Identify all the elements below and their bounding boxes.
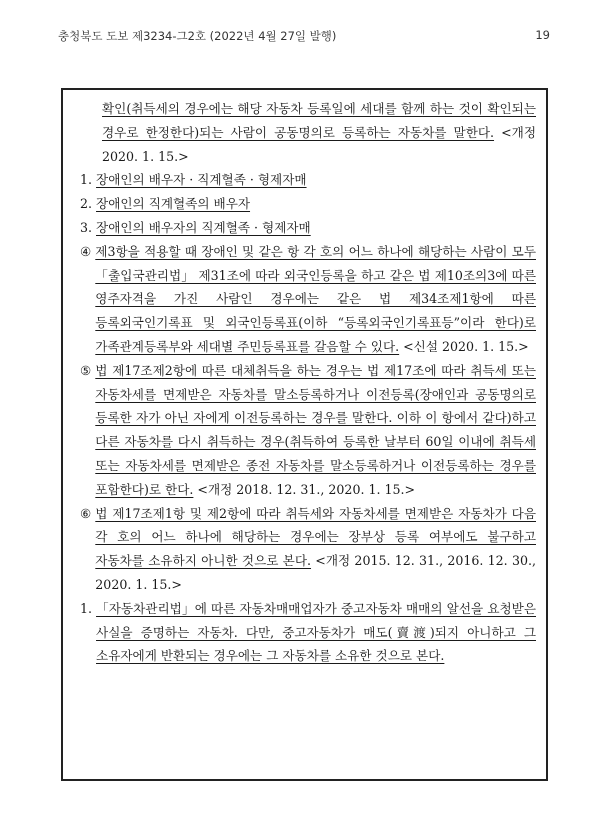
gazette-title: 충청북도 도보 제3234-그2호 (2022년 4월 27일 발행) — [58, 29, 337, 43]
item-number: ④ — [80, 243, 96, 259]
paragraph-text — [80, 97, 536, 168]
amendment-note: <개정 2020. 1. 15.> — [102, 124, 536, 164]
document-body — [80, 97, 536, 668]
item-number: 2. — [80, 196, 97, 212]
amendment-note: <신설 2020. 1. 15.> — [399, 338, 529, 354]
underlined-text: 확인(취득세의 경우에는 해당 자동차 등록일에 세대를 함께 하는 것이 확인되는 경우로 한정한다)되는 사람이 공동명의로 등록하는 자동차를 말한다. — [102, 101, 536, 140]
list-item — [80, 168, 536, 192]
list-item — [80, 597, 536, 668]
paragraph-text — [95, 359, 536, 502]
item-number: ⑥ — [80, 505, 96, 521]
underlined-text: 법 제17조제1항 및 제2항에 따라 취득세와 자동차세를 면제받은 자동차가 다음 각 호의 어느 하나에 해당하는 경우에는 장부상 등록 여부에도 불구하고 자동차를 소유하지 아니한 것으로 본다. — [95, 505, 536, 569]
item-number: 1. — [80, 172, 97, 188]
clause-6 — [80, 502, 536, 597]
paragraph-text — [95, 502, 536, 597]
paragraph-text — [96, 192, 536, 216]
paragraph-text — [95, 240, 536, 359]
amendment-note: <개정 2018. 12. 31., 2020. 1. 15.> — [193, 481, 416, 497]
amendment-note: <개정 2015. 12. 31., 2016. 12. 30., 2020. 1. 15.> — [95, 553, 536, 592]
paragraph-text — [96, 216, 536, 240]
paragraph-text — [96, 597, 536, 668]
item-number: 3. — [80, 219, 97, 235]
list-item — [80, 192, 536, 216]
underlined-text: 법 제17조제2항에 따른 대체취득을 하는 경우는 법 제17조에 따라 취득세 또는 자동차세를 면제받은 자동차를 말소등록하거나 이전등록(장애인과 공동명의로 등록한 자가 아닌 자에게 이전등록하는 경우를 말한다. 이하 이 항에서 같다)하고 다른 자동차를 다시 취득하는 경우(취득하여 등록한 날부터 60일 이내에 취득세 또는 자동차세를 면제받은 종전 자동차를 말소등록하거나 이전등록하는 경우를 포함한다)로 한다. — [95, 362, 536, 497]
underlined-text: 장애인의 배우자의 직계혈족 · 형제자매 — [96, 219, 311, 235]
paragraph-text — [96, 168, 536, 192]
underlined-text: 장애인의 배우자 · 직계혈족 · 형제자매 — [96, 172, 307, 188]
underlined-text: 장애인의 직계혈족의 배우자 — [96, 196, 251, 212]
page-header — [58, 28, 550, 46]
underlined-text: 제3항을 적용할 때 장애인 및 같은 항 각 호의 어느 하나에 해당하는 사람이 모두 「출입국관리법」 제31조에 따라 외국인등록을 하고 같은 법 제10조의3에 따른 영주자격을 가진 사람인 경우에는 같은 법 제34조제1항에 따른 등록외국인기록표 및 외국인등록표(이하 “등록외국인기록표등”이라 한다)로 가족관계등록부와 세대별 주민등록표를 갈음할 수 있다. — [95, 243, 536, 354]
page-number: 19 — [535, 28, 550, 42]
clause-4 — [80, 240, 536, 359]
item-number: ⑤ — [80, 362, 96, 378]
list-item — [80, 216, 536, 240]
underlined-text: 「자동차관리법」에 따른 자동차매매업자가 중고자동차 매매의 알선을 요청받은 사실을 증명하는 자동차. 다만, 중고자동차가 매도(賣渡)되지 아니하고 그 소유자에게 반환되는 경우에는 그 자동차를 소유한 것으로 본다. — [96, 600, 536, 664]
paragraph-continuation — [80, 97, 536, 168]
clause-5 — [80, 359, 536, 502]
item-number: 1. — [80, 600, 97, 616]
